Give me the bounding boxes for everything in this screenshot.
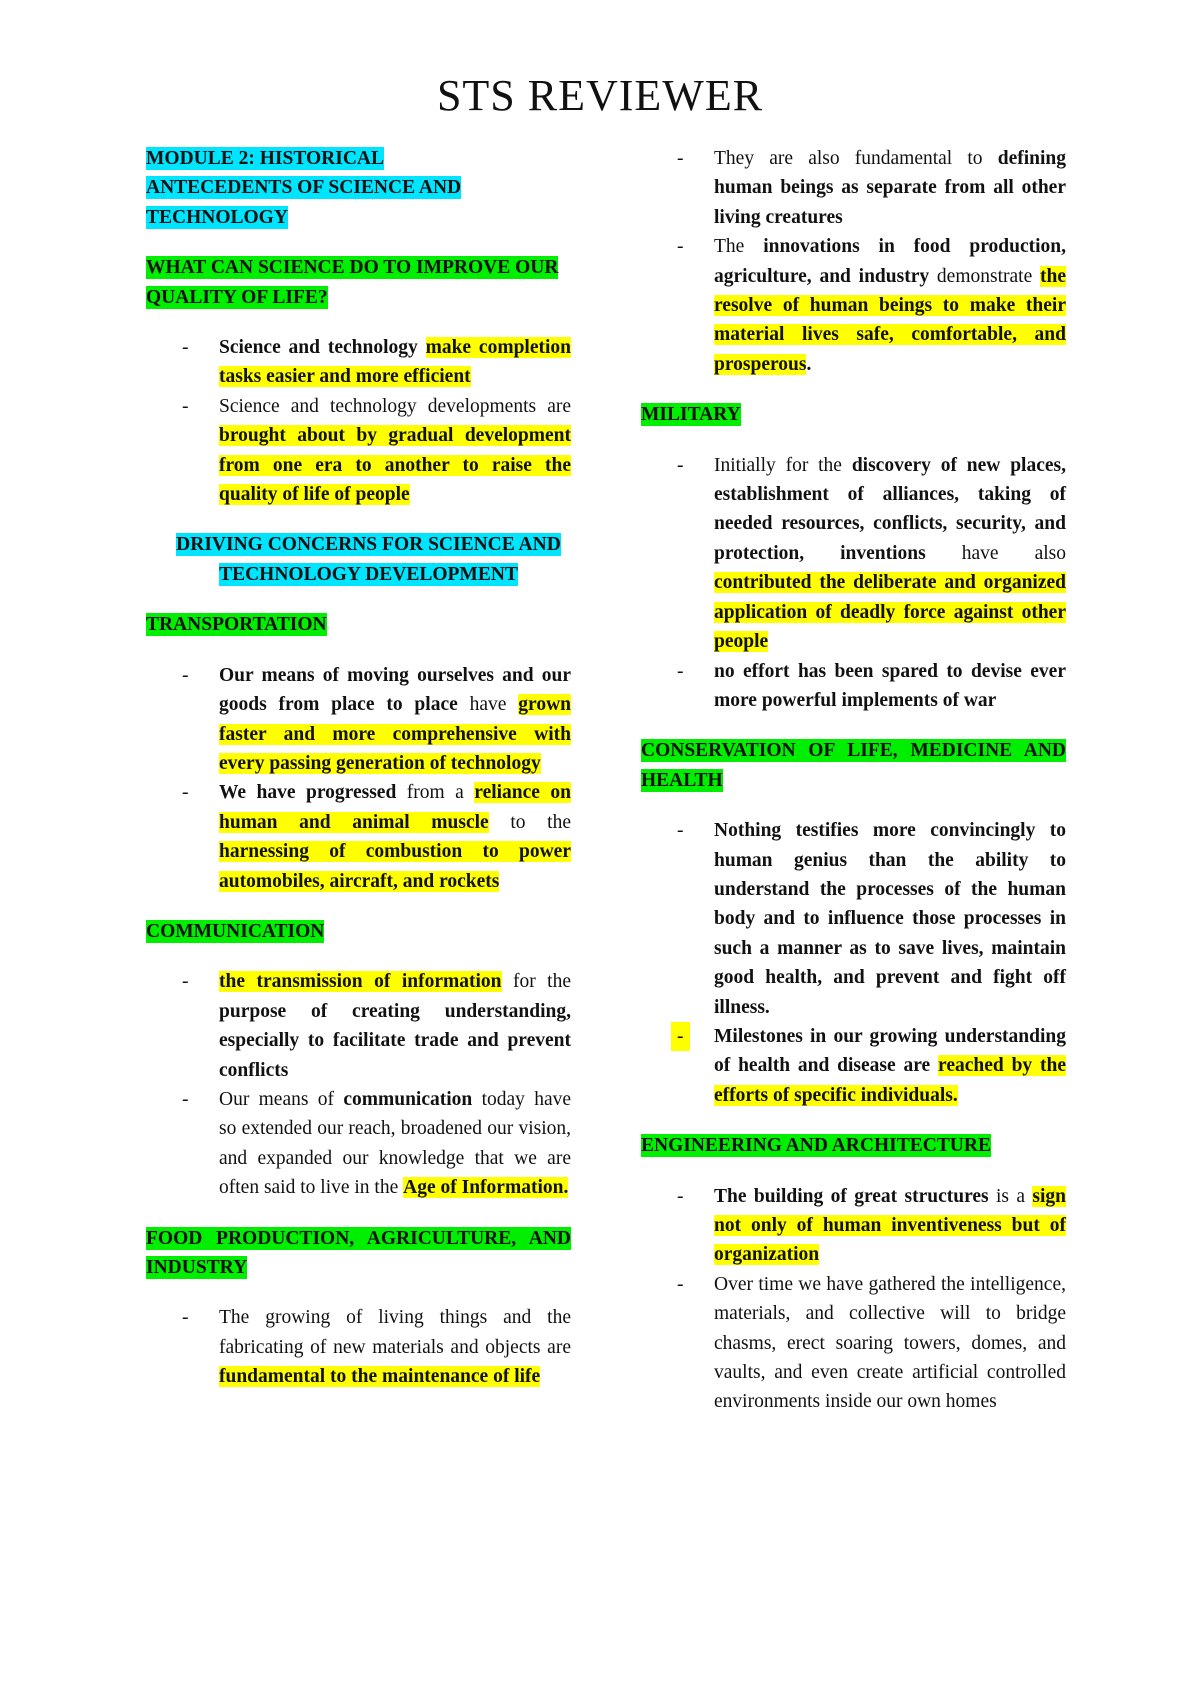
food-production-heading: FOOD PRODUCTION, AGRICULTURE, AND INDUSTRY [146, 1227, 571, 1278]
list-item: - Milestones in our growing understanding of health and disease are reached by the efforts of specific individuals. [641, 1022, 1066, 1110]
engineering-list [641, 1182, 1066, 1417]
military-list [641, 451, 1066, 716]
food-production-list-continued [641, 144, 1066, 379]
list-item: - the transmission of information for the purpose of creating understanding, especially to facilitate trade and prevent conflicts [182, 971, 571, 1081]
document-title: STS REVIEWER [436, 71, 764, 120]
quality-of-life-heading: WHAT CAN SCIENCE DO TO IMPROVE OUR QUALITY OF LIFE? [146, 257, 559, 308]
list-item: - Science and technology make completion tasks easier and more efficient [182, 337, 571, 388]
communication-list [146, 967, 571, 1202]
military-heading: MILITARY [641, 404, 741, 426]
list-item: - They are also fundamental to defining human beings as separate from all other living creatures [677, 148, 1067, 228]
list-item: - We have progressed from a reliance on human and animal muscle to the harnessing of combustion to power automobiles, aircraft, and rockets [182, 782, 572, 892]
conservation-heading: CONSERVATION OF LIFE, MEDICINE AND HEALTH [641, 740, 1066, 791]
engineering-heading: ENGINEERING AND ARCHITECTURE [641, 1135, 991, 1157]
list-item: - Nothing testifies more convincingly to human genius than the ability to understand the processes of the human body and to influence those processes in such a manner as to save lives, maintain good health, and prevent and fight off illness. [677, 820, 1066, 1018]
list-item: - Science and technology developments are brought about by gradual development from one era to another to raise the quality of life of people [182, 395, 571, 506]
transportation-list [146, 661, 571, 896]
module-heading: MODULE 2: HISTORICAL ANTECEDENTS OF SCIENCE AND TECHNOLOGY [146, 148, 462, 228]
conservation-list [641, 816, 1066, 1110]
list-item: - Our means of moving ourselves and our goods from place to place have grown faster and more comprehensive with every passing generation of technology [182, 664, 572, 774]
list-item: - The building of great structures is a sign not only of human inventiveness but of organization [677, 1185, 1066, 1266]
list-item: - The growing of living things and the fabricating of new materials and objects are fundamental to the maintenance of life [182, 1307, 571, 1388]
list-item: - Over time we have gathered the intelligence, materials, and collective will to bridge chasms, erect soaring towers, domes, and vaults, and even create artificial controlled environments inside our own homes [677, 1273, 1066, 1413]
food-production-list [146, 1303, 571, 1391]
right-column [641, 144, 1066, 1438]
list-item: - Our means of communication today have so extended our reach, broadened our vision, and expanded our knowledge that we are often said to live in the Age of Information. [182, 1088, 572, 1199]
list-item: - no effort has been spared to devise ever more powerful implements of war [677, 660, 1066, 711]
list-item: - Initially for the discovery of new places, establishment of alliances, taking of needed resources, conflicts, security, and protection, inventions have also contributed the deliberate and organized application of deadly force against other people [677, 454, 1066, 653]
left-column [146, 144, 571, 1413]
transportation-heading: TRANSPORTATION [146, 614, 327, 636]
list-item: - The innovations in food production, agriculture, and industry demonstrate the resolve of human beings to make their material lives safe, comfortable, and prosperous. [677, 236, 1067, 375]
communication-heading: COMMUNICATION [146, 920, 325, 942]
quality-of-life-list [146, 333, 571, 509]
driving-concerns-heading: DRIVING CONCERNS FOR SCIENCE AND TECHNOLOGY DEVELOPMENT [176, 534, 561, 585]
